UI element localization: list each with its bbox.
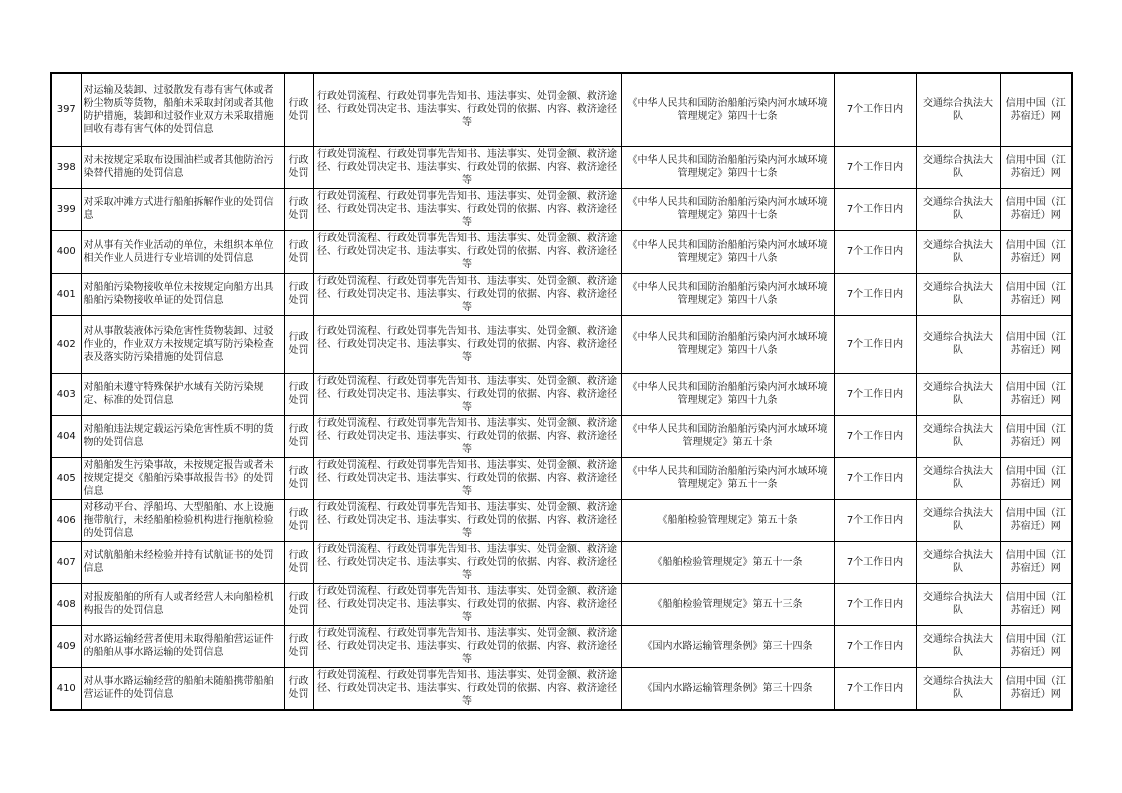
responsible-department-cell: 交通综合执法大队 — [916, 667, 1000, 710]
disclosure-platform-cell: 信用中国（江苏宿迁）网 — [1000, 541, 1072, 583]
table-body — [51, 73, 1072, 710]
disclosure-content-cell: 行政处罚流程、行政处罚事先告知书、违法事实、处罚金额、救济途径、行政处罚决定书、违法事实、行政处罚的依据、内容、救济途径等 — [313, 667, 621, 710]
table-row — [51, 73, 1072, 146]
legal-basis-cell: 《国内水路运输管理条例》第三十四条 — [621, 625, 834, 667]
row-number-cell: 398 — [51, 146, 81, 188]
item-name-cell: 对水路运输经营者使用未取得船舶营运证件的船舶从事水路运输的处罚信息 — [81, 625, 284, 667]
disclosure-period-cell: 7个工作日内 — [834, 625, 916, 667]
disclosure-platform-cell: 信用中国（江苏宿迁）网 — [1000, 667, 1072, 710]
row-number-cell: 410 — [51, 667, 81, 710]
disclosure-period-cell: 7个工作日内 — [834, 541, 916, 583]
legal-basis-cell: 《国内水路运输管理条例》第三十四条 — [621, 667, 834, 710]
item-name-cell: 对未按规定采取布设围油栏或者其他防治污染替代措施的处罚信息 — [81, 146, 284, 188]
item-name-cell: 对船舶发生污染事故，未按规定报告或者未按规定提交《船舶污染事故报告书》的处罚信息 — [81, 457, 284, 499]
item-type-cell: 行政处罚 — [284, 415, 313, 457]
disclosure-content-cell: 行政处罚流程、行政处罚事先告知书、违法事实、处罚金额、救济途径、行政处罚决定书、违法事实、行政处罚的依据、内容、救济途径等 — [313, 73, 621, 146]
row-number-cell: 408 — [51, 583, 81, 625]
table-row — [51, 583, 1072, 625]
disclosure-period-cell: 7个工作日内 — [834, 583, 916, 625]
disclosure-period-cell: 7个工作日内 — [834, 188, 916, 230]
item-type-cell: 行政处罚 — [284, 541, 313, 583]
item-type-cell: 行政处罚 — [284, 73, 313, 146]
item-name-cell: 对船舶违法规定载运污染危害性质不明的货物的处罚信息 — [81, 415, 284, 457]
disclosure-period-cell: 7个工作日内 — [834, 273, 916, 315]
disclosure-content-cell: 行政处罚流程、行政处罚事先告知书、违法事实、处罚金额、救济途径、行政处罚决定书、违法事实、行政处罚的依据、内容、救济途径等 — [313, 373, 621, 415]
table-row — [51, 273, 1072, 315]
row-number-cell: 407 — [51, 541, 81, 583]
disclosure-content-cell: 行政处罚流程、行政处罚事先告知书、违法事实、处罚金额、救济途径、行政处罚决定书、违法事实、行政处罚的依据、内容、救济途径等 — [313, 230, 621, 273]
disclosure-period-cell: 7个工作日内 — [834, 230, 916, 273]
row-number-cell: 406 — [51, 499, 81, 541]
table-row — [51, 667, 1072, 710]
responsible-department-cell: 交通综合执法大队 — [916, 146, 1000, 188]
responsible-department-cell: 交通综合执法大队 — [916, 415, 1000, 457]
item-type-cell: 行政处罚 — [284, 583, 313, 625]
legal-basis-cell: 《中华人民共和国防治船舶污染内河水域环境管理规定》第四十七条 — [621, 73, 834, 146]
item-type-cell: 行政处罚 — [284, 188, 313, 230]
disclosure-content-cell: 行政处罚流程、行政处罚事先告知书、违法事实、处罚金额、救济途径、行政处罚决定书、违法事实、行政处罚的依据、内容、救济途径等 — [313, 499, 621, 541]
disclosure-period-cell: 7个工作日内 — [834, 415, 916, 457]
disclosure-period-cell: 7个工作日内 — [834, 315, 916, 373]
disclosure-platform-cell: 信用中国（江苏宿迁）网 — [1000, 625, 1072, 667]
disclosure-platform-cell: 信用中国（江苏宿迁）网 — [1000, 499, 1072, 541]
responsible-department-cell: 交通综合执法大队 — [916, 499, 1000, 541]
row-number-cell: 403 — [51, 373, 81, 415]
item-name-cell: 对移动平台、浮船坞、大型船舶、水上设施拖带航行，未经船舶检验机构进行拖航检验的处罚信息 — [81, 499, 284, 541]
responsible-department-cell: 交通综合执法大队 — [916, 230, 1000, 273]
row-number-cell: 399 — [51, 188, 81, 230]
disclosure-content-cell: 行政处罚流程、行政处罚事先告知书、违法事实、处罚金额、救济途径、行政处罚决定书、违法事实、行政处罚的依据、内容、救济途径等 — [313, 457, 621, 499]
item-type-cell: 行政处罚 — [284, 230, 313, 273]
disclosure-platform-cell: 信用中国（江苏宿迁）网 — [1000, 415, 1072, 457]
disclosure-content-cell: 行政处罚流程、行政处罚事先告知书、违法事实、处罚金额、救济途径、行政处罚决定书、违法事实、行政处罚的依据、内容、救济途径等 — [313, 315, 621, 373]
disclosure-platform-cell: 信用中国（江苏宿迁）网 — [1000, 315, 1072, 373]
row-number-cell: 404 — [51, 415, 81, 457]
legal-basis-cell: 《中华人民共和国防治船舶污染内河水域环境管理规定》第四十八条 — [621, 315, 834, 373]
disclosure-period-cell: 7个工作日内 — [834, 73, 916, 146]
item-name-cell: 对运输及装卸、过驳散发有毒有害气体或者粉尘物质等货物，船舶未采取封闭或者其他防护措施，装卸和过驳作业双方未采取措施回收有毒有害气体的处罚信息 — [81, 73, 284, 146]
table-row — [51, 415, 1072, 457]
responsible-department-cell: 交通综合执法大队 — [916, 583, 1000, 625]
item-name-cell: 对从事有关作业活动的单位，未组织本单位相关作业人员进行专业培训的处罚信息 — [81, 230, 284, 273]
legal-basis-cell: 《船舶检验管理规定》第五十条 — [621, 499, 834, 541]
disclosure-period-cell: 7个工作日内 — [834, 457, 916, 499]
disclosure-content-cell: 行政处罚流程、行政处罚事先告知书、违法事实、处罚金额、救济途径、行政处罚决定书、违法事实、行政处罚的依据、内容、救济途径等 — [313, 146, 621, 188]
legal-basis-cell: 《中华人民共和国防治船舶污染内河水域环境管理规定》第四十七条 — [621, 146, 834, 188]
table-row — [51, 146, 1072, 188]
table-row — [51, 373, 1072, 415]
responsible-department-cell: 交通综合执法大队 — [916, 188, 1000, 230]
item-name-cell: 对从事散装液体污染危害性货物装卸、过驳作业的，作业双方未按规定填写防污染检查表及落实防污染措施的处罚信息 — [81, 315, 284, 373]
disclosure-period-cell: 7个工作日内 — [834, 667, 916, 710]
table-row — [51, 541, 1072, 583]
disclosure-content-cell: 行政处罚流程、行政处罚事先告知书、违法事实、处罚金额、救济途径、行政处罚决定书、违法事实、行政处罚的依据、内容、救济途径等 — [313, 273, 621, 315]
row-number-cell: 402 — [51, 315, 81, 373]
disclosure-platform-cell: 信用中国（江苏宿迁）网 — [1000, 188, 1072, 230]
row-number-cell: 401 — [51, 273, 81, 315]
disclosure-platform-cell: 信用中国（江苏宿迁）网 — [1000, 583, 1072, 625]
responsible-department-cell: 交通综合执法大队 — [916, 625, 1000, 667]
table-row — [51, 315, 1072, 373]
legal-basis-cell: 《船舶检验管理规定》第五十三条 — [621, 583, 834, 625]
table-row — [51, 499, 1072, 541]
responsible-department-cell: 交通综合执法大队 — [916, 315, 1000, 373]
disclosure-period-cell: 7个工作日内 — [834, 373, 916, 415]
item-type-cell: 行政处罚 — [284, 499, 313, 541]
disclosure-period-cell: 7个工作日内 — [834, 146, 916, 188]
disclosure-table — [50, 72, 1073, 711]
row-number-cell: 400 — [51, 230, 81, 273]
item-type-cell: 行政处罚 — [284, 373, 313, 415]
table-row — [51, 457, 1072, 499]
legal-basis-cell: 《中华人民共和国防治船舶污染内河水域环境管理规定》第四十八条 — [621, 230, 834, 273]
legal-basis-cell: 《中华人民共和国防治船舶污染内河水域环境管理规定》第四十九条 — [621, 373, 834, 415]
disclosure-table-container — [50, 72, 1073, 711]
row-number-cell: 397 — [51, 73, 81, 146]
item-name-cell: 对采取冲滩方式进行船舶拆解作业的处罚信息 — [81, 188, 284, 230]
item-type-cell: 行政处罚 — [284, 146, 313, 188]
responsible-department-cell: 交通综合执法大队 — [916, 73, 1000, 146]
responsible-department-cell: 交通综合执法大队 — [916, 457, 1000, 499]
legal-basis-cell: 《中华人民共和国防治船舶污染内河水域环境管理规定》第五十一条 — [621, 457, 834, 499]
disclosure-platform-cell: 信用中国（江苏宿迁）网 — [1000, 457, 1072, 499]
legal-basis-cell: 《船舶检验管理规定》第五十一条 — [621, 541, 834, 583]
legal-basis-cell: 《中华人民共和国防治船舶污染内河水域环境管理规定》第四十七条 — [621, 188, 834, 230]
responsible-department-cell: 交通综合执法大队 — [916, 373, 1000, 415]
item-type-cell: 行政处罚 — [284, 315, 313, 373]
disclosure-content-cell: 行政处罚流程、行政处罚事先告知书、违法事实、处罚金额、救济途径、行政处罚决定书、违法事实、行政处罚的依据、内容、救济途径等 — [313, 625, 621, 667]
legal-basis-cell: 《中华人民共和国防治船舶污染内河水域环境管理规定》第五十条 — [621, 415, 834, 457]
disclosure-platform-cell: 信用中国（江苏宿迁）网 — [1000, 230, 1072, 273]
item-name-cell: 对船舶未遵守特殊保护水域有关防污染规定、标准的处罚信息 — [81, 373, 284, 415]
item-name-cell: 对从事水路运输经营的船舶未随船携带船舶营运证件的处罚信息 — [81, 667, 284, 710]
disclosure-content-cell: 行政处罚流程、行政处罚事先告知书、违法事实、处罚金额、救济途径、行政处罚决定书、违法事实、行政处罚的依据、内容、救济途径等 — [313, 415, 621, 457]
disclosure-content-cell: 行政处罚流程、行政处罚事先告知书、违法事实、处罚金额、救济途径、行政处罚决定书、违法事实、行政处罚的依据、内容、救济途径等 — [313, 583, 621, 625]
table-row — [51, 230, 1072, 273]
disclosure-content-cell: 行政处罚流程、行政处罚事先告知书、违法事实、处罚金额、救济途径、行政处罚决定书、违法事实、行政处罚的依据、内容、救济途径等 — [313, 188, 621, 230]
item-name-cell: 对船舶污染物接收单位未按规定向船方出具船舶污染物接收单证的处罚信息 — [81, 273, 284, 315]
responsible-department-cell: 交通综合执法大队 — [916, 273, 1000, 315]
item-type-cell: 行政处罚 — [284, 273, 313, 315]
disclosure-period-cell: 7个工作日内 — [834, 499, 916, 541]
disclosure-platform-cell: 信用中国（江苏宿迁）网 — [1000, 73, 1072, 146]
item-name-cell: 对报废船舶的所有人或者经营人未向船检机构报告的处罚信息 — [81, 583, 284, 625]
legal-basis-cell: 《中华人民共和国防治船舶污染内河水域环境管理规定》第四十八条 — [621, 273, 834, 315]
responsible-department-cell: 交通综合执法大队 — [916, 541, 1000, 583]
item-type-cell: 行政处罚 — [284, 457, 313, 499]
disclosure-platform-cell: 信用中国（江苏宿迁）网 — [1000, 373, 1072, 415]
disclosure-platform-cell: 信用中国（江苏宿迁）网 — [1000, 273, 1072, 315]
row-number-cell: 405 — [51, 457, 81, 499]
table-row — [51, 625, 1072, 667]
item-name-cell: 对试航船舶未经检验并持有试航证书的处罚信息 — [81, 541, 284, 583]
item-type-cell: 行政处罚 — [284, 625, 313, 667]
disclosure-content-cell: 行政处罚流程、行政处罚事先告知书、违法事实、处罚金额、救济途径、行政处罚决定书、违法事实、行政处罚的依据、内容、救济途径等 — [313, 541, 621, 583]
item-type-cell: 行政处罚 — [284, 667, 313, 710]
disclosure-platform-cell: 信用中国（江苏宿迁）网 — [1000, 146, 1072, 188]
row-number-cell: 409 — [51, 625, 81, 667]
table-row — [51, 188, 1072, 230]
